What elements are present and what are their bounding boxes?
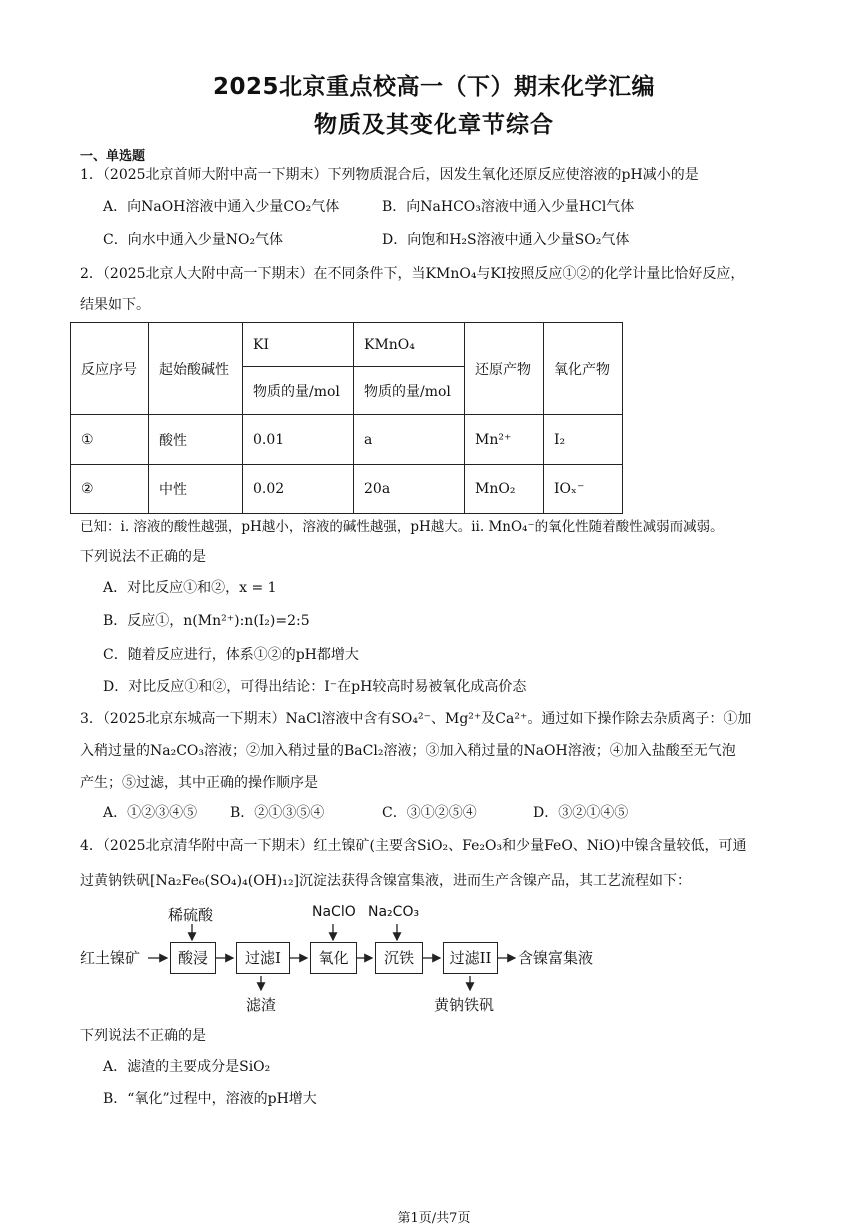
q3-option-a: A．①②③④⑤	[103, 805, 198, 821]
q1-option-a: A．向NaOH溶液中通入少量CO₂气体	[103, 199, 340, 215]
table-cell: Mn²⁺	[465, 415, 544, 465]
flow-na2co3-input: Na₂CO₃	[368, 904, 420, 920]
table-row	[71, 415, 623, 465]
table-cell: 中性	[149, 465, 243, 514]
process-flow-diagram	[0, 900, 868, 1020]
page-footer: 第1页/共7页	[397, 1211, 471, 1226]
flow-step-precipitate-iron: 沉铁	[375, 942, 423, 974]
section-heading: 一、单选题	[80, 149, 146, 164]
flow-step-acid-leach: 酸浸	[170, 942, 216, 974]
table-header-acidity: 起始酸碱性	[149, 323, 243, 415]
q1-option-d: D．向饱和H₂S溶液中通入少量SO₂气体	[382, 232, 630, 248]
q4-stem-line2: 过黄钠铁矾[Na₂Fe₆(SO₄)₄(OH)₁₂]沉淀法获得含镍富集液，进而生产含镍产品，其工艺流程如下：	[80, 873, 692, 889]
q2-option-d: D．对比反应①和②，可得出结论：I⁻在pH较高时易被氧化成高价态	[103, 679, 527, 695]
table-cell: IOₓ⁻	[544, 465, 623, 514]
reaction-table	[70, 322, 623, 514]
q1-stem: 1．（2025北京首师大附中高一下期末）下列物质混合后，因发生氧化还原反应使溶液的pH减小的是	[80, 167, 699, 183]
table-cell: I₂	[544, 415, 623, 465]
q1-option-b: B．向NaHCO₃溶液中通入少量HCl气体	[382, 199, 635, 215]
flow-step-filter-1: 过滤I	[236, 942, 290, 974]
q1-option-c: C．向水中通入少量NO₂气体	[103, 232, 284, 248]
q2-stem-line1: 2．（2025北京人大附中高一下期末）在不同条件下，当KMnO₄与KI按照反应①②的化学计量比恰好反应，	[80, 266, 745, 282]
q4-stem-line1: 4．（2025北京清华附中高一下期末）红土镍矿(主要含SiO₂、Fe₂O₃和少量FeO、NiO)中镍含量较低，可通	[80, 838, 747, 854]
q4-ask: 下列说法不正确的是	[80, 1028, 206, 1044]
page-title: 2025北京重点校高一（下）期末化学汇编	[212, 74, 655, 100]
flow-jarosite-output: 黄钠铁矾	[434, 996, 495, 1014]
table-cell: 0.01	[243, 415, 354, 465]
table-cell: 20a	[354, 465, 465, 514]
table-row	[71, 465, 623, 514]
table-cell: ①	[71, 415, 149, 465]
table-cell: MnO₂	[465, 465, 544, 514]
table-cell: ②	[71, 465, 149, 514]
q2-stem-line2: 结果如下。	[80, 297, 150, 313]
q3-option-d: D．③②①④⑤	[533, 805, 629, 821]
q3-option-c: C．③①②⑤④	[382, 805, 477, 821]
table-header-reduction-product: 还原产物	[465, 323, 544, 415]
q3-option-b: B．②①③⑤④	[230, 805, 325, 821]
flow-step-filter-2: 过滤II	[443, 942, 498, 974]
q2-ask: 下列说法不正确的是	[80, 549, 206, 565]
table-header-ki-amount: 物质的量/mol	[243, 367, 354, 415]
q2-option-c: C．随着反应进行，体系①②的pH都增大	[103, 647, 359, 663]
table-header-kmno4: KMnO₄	[354, 323, 465, 367]
table-header-order: 反应序号	[71, 323, 149, 415]
q3-stem-line2: 入稍过量的Na₂CO₃溶液；②加入稍过量的BaCl₂溶液；③加入稍过量的NaOH溶液；④加入盐酸至无气泡	[80, 743, 736, 759]
q2-option-a: A．对比反应①和②，x = 1	[103, 580, 277, 596]
table-cell: 酸性	[149, 415, 243, 465]
flow-naclo-input: NaClO	[312, 904, 356, 920]
q3-stem-line3: 产生；⑤过滤，其中正确的操作顺序是	[80, 775, 318, 791]
table-header-kmno4-amount: 物质的量/mol	[354, 367, 465, 415]
q4-option-b: B．“氧化”过程中，溶液的pH增大	[103, 1091, 317, 1107]
q4-option-a: A．滤渣的主要成分是SiO₂	[103, 1059, 271, 1075]
page-subtitle: 物质及其变化章节综合	[314, 112, 554, 138]
flow-acid-input: 稀硫酸	[168, 906, 214, 924]
q2-known-conditions: 已知：i. 溶液的酸性越强，pH越小，溶液的碱性越强，pH越大。ii. MnO₄⁻的氧化性随着酸性减弱而减弱。	[80, 519, 724, 535]
flow-residue-output: 滤渣	[246, 996, 277, 1014]
flow-start-label: 红土镍矿	[80, 949, 141, 967]
table-cell: a	[354, 415, 465, 465]
table-header-ki: KI	[243, 323, 354, 367]
table-cell: 0.02	[243, 465, 354, 514]
flow-step-oxidation: 氧化	[310, 942, 357, 974]
table-header-oxidation-product: 氧化产物	[544, 323, 623, 415]
q2-option-b: B．反应①，n(Mn²⁺):n(I₂)=2:5	[103, 613, 310, 629]
q3-stem-line1: 3．（2025北京东城高一下期末）NaCl溶液中含有SO₄²⁻、Mg²⁺及Ca²⁺。通过如下操作除去杂质离子：①加	[80, 711, 752, 727]
flow-end-label: 含镍富集液	[518, 949, 594, 967]
